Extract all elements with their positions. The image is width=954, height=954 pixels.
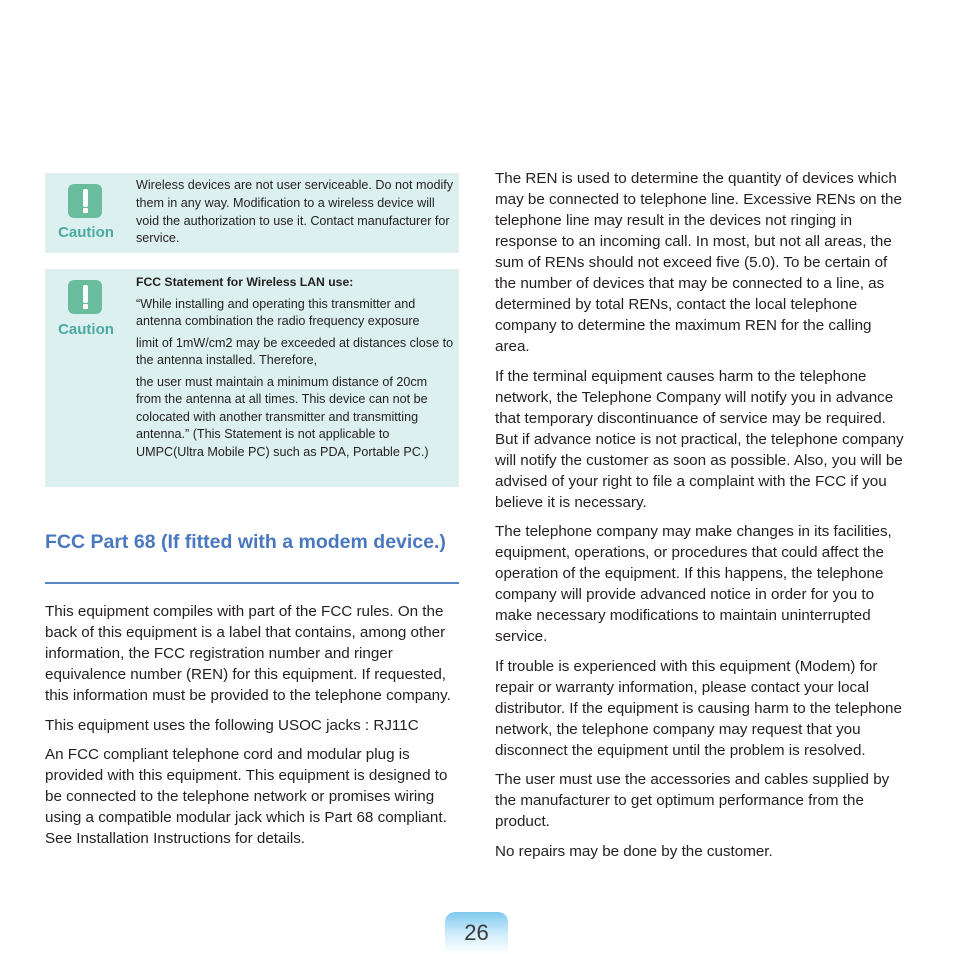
- body-paragraph: The telephone company may make changes in its facilities, equipment, operations, or procedures that could affect the operation of the equipment. If this happens, the telephone company will provide advanced notice in order for you to make necessary modifications to maintain uninterrupted service.: [495, 523, 892, 645]
- heading-divider: [45, 582, 459, 584]
- body-paragraph: An FCC compliant telephone cord and modular plug is provided with this equipment. This equipment is designed to be connected to the telephone network or promises wiring using a compatible modular jack which is Part 68 compliant. See Installation Instructions for details.: [45, 746, 448, 847]
- statement-paragraph: “While installing and operating this transmitter and antenna combination the radio frequency exposure: [136, 296, 420, 328]
- statement-title: FCC Statement for Wireless LAN use:: [136, 275, 354, 289]
- body-paragraph: If trouble is experienced with this equipment (Modem) for repair or warranty information, please contact your local distributor. If the equipment is causing harm to the telephone network, the telephone company may request that you disconnect the equipment until the problem is resolved.: [495, 657, 902, 759]
- caution-label: Caution: [58, 224, 114, 241]
- page-number: 26: [445, 912, 508, 954]
- body-paragraph: This equipment compiles with part of the FCC rules. On the back of this equipment is a label that contains, among other information, the FCC registration number and ringer equivalence number (REN) for this equipment. If requested, this information must be provided to the telephone company.: [45, 603, 451, 704]
- left-column: [45, 601, 459, 858]
- caution-box-1: [45, 173, 459, 253]
- caution-text: [136, 177, 454, 248]
- exclamation-icon: [68, 184, 102, 218]
- right-column: [495, 168, 909, 870]
- caution-paragraph: Wireless devices are not user serviceable. Do not modify them in any way. Modification to a wireless device will void the authorization to use it. Contact manufacturer for service.: [136, 178, 454, 246]
- statement-paragraph: limit of 1mW/cm2 may be exceeded at distances close to the antenna installed. Therefore,: [136, 335, 454, 367]
- exclamation-icon: [68, 280, 102, 314]
- section-heading: FCC Part 68 (If fitted with a modem device.): [45, 531, 446, 553]
- body-paragraph: If the terminal equipment causes harm to the telephone network, the Telephone Company will notify you in advance that temporary discontinuance of service may be required. But if advance notice is not practical, the telephone company will notify the customer as soon as possible. Also, you will be advised of your right to file a complaint with the FCC if you believe it is necessary.: [495, 367, 904, 511]
- caution-box-2: [45, 269, 459, 487]
- body-paragraph: The user must use the accessories and cables supplied by the manufacturer to get optimum performance from the product.: [495, 771, 890, 830]
- statement-paragraph: the user must maintain a minimum distance of 20cm from the antenna at all times. This device can not be colocated with another transmitter and transmitting antenna.” (This Statement is not applicable to UMPC(Ultra Mobile PC) such as PDA, Portable PC.): [136, 374, 429, 459]
- fcc-wireless-statement: [136, 274, 454, 461]
- body-paragraph: The REN is used to determine the quantity of devices which may be connected to telephone line. Excessive RENs on the telephone line may result in the devices not ringing in response to an incoming call. In most, but not all areas, the sum of RENs should not exceed five (5.0). To be certain of the number of devices that may be connected to a line, as determined by total RENs, contact the local telephone company to determine the maximum REN for the calling area.: [495, 170, 902, 355]
- caution-label: Caution: [58, 321, 114, 338]
- body-paragraph: No repairs may be done by the customer.: [495, 842, 773, 860]
- body-paragraph: This equipment uses the following USOC jacks : RJ11C: [45, 716, 419, 734]
